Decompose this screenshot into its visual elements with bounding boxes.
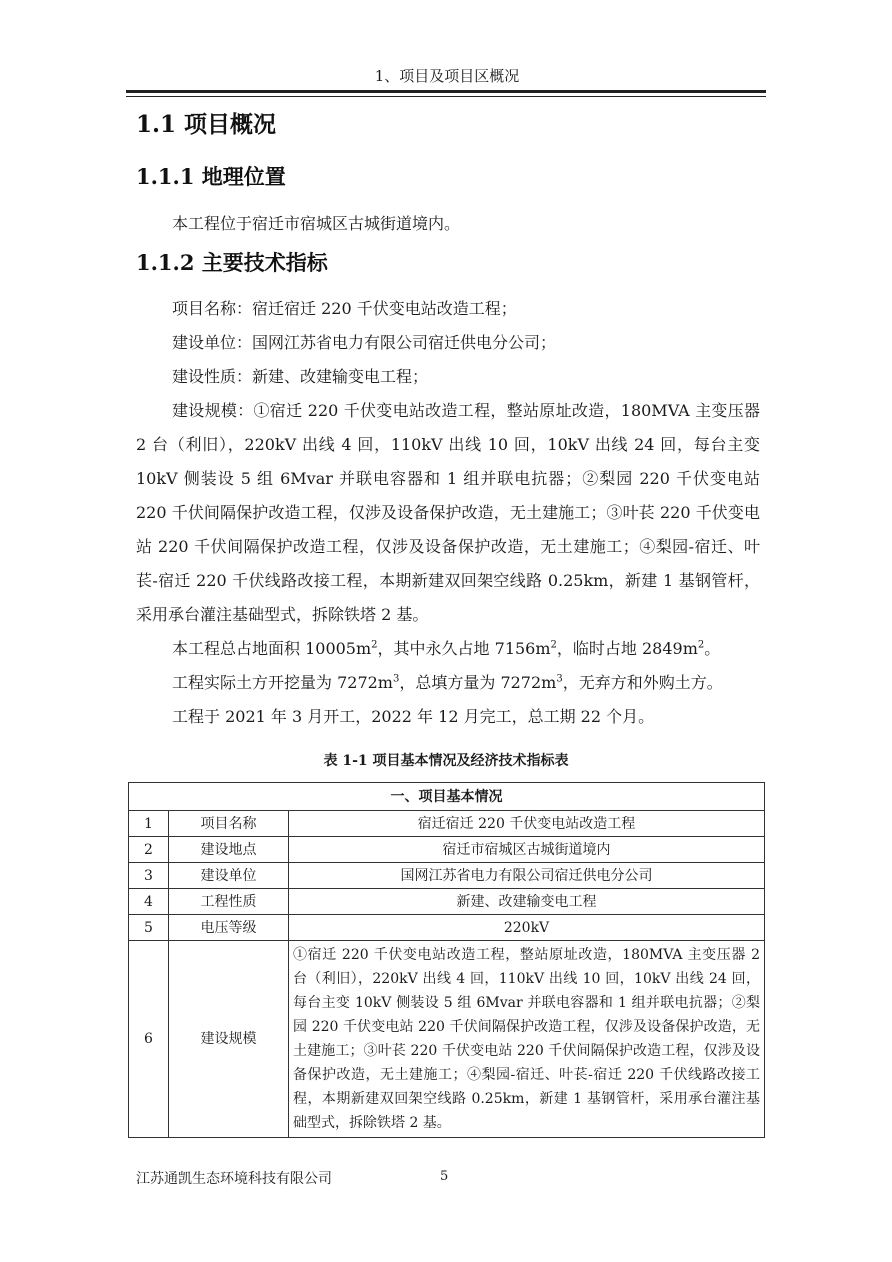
construction-nature-line: 建设性质：新建、改建输变电工程； [172,367,429,386]
table-caption: 表 1-1 项目基本情况及经济技术指标表 [323,753,569,769]
row-value: 新建、改建输变电工程 [289,889,765,915]
row-label: 电压等级 [169,915,289,941]
row-label: 建设规模 [169,941,289,1138]
table-row [129,915,765,941]
row-number: 5 [129,915,169,941]
table-row [129,941,765,1138]
table-section-row [129,783,765,811]
header-rule-thin [126,96,766,97]
row-number: 4 [129,889,169,915]
location-paragraph: 本工程位于宿迁市宿城区古城街道境内。 [172,214,461,233]
table-section-title: 一、项目基本情况 [129,783,765,811]
land-area-line: 本工程总占地面积 $10005m^2$，其中永久占地 $7156m^2$，临时占地 $2849m^2$。 [172,639,721,658]
row-value: 宿迁宿迁 220 千伏变电站改造工程 [289,811,765,837]
row-value: ①宿迁 220 千伏变电站改造工程，整站原址改造，180MVA 主变压器 2 台（利旧），220kV 出线 4 回，110kV 出线 10 回，10kV 出线 24 回，每台主变 10kV 侧装设 5 组 6Mvar 并联电容器和 1 组并联电抗器；②梨园 220 千伏变电站 220 千伏间隔保护改造工程，仅涉及设备保护改造，无土建施工；③叶苌 220 千伏变电站 220 千伏间隔保护改造工程，仅涉及设备保护改造，无土建施工；④梨园-宿迁、叶苌-宿迁 220 千伏线路改接工程，本期新建双回架空线路 0.25km，新建 1 基钢管杆，采用承台灌注基础型式，拆除铁塔 2 基。 [289,941,765,1138]
table-row [129,863,765,889]
construction-unit-line: 建设单位：国网江苏省电力有限公司宿迁供电分公司； [172,333,557,352]
row-value: 国网江苏省电力有限公司宿迁供电分公司 [289,863,765,889]
table-row [129,837,765,863]
table-row [129,889,765,915]
footer-company-name: 江苏通凯生态环境科技有限公司 [136,1171,332,1187]
section-heading-1-1: 1.1 项目概况 [136,111,277,138]
section-heading-1-1-2: 1.1.2 主要技术指标 [136,250,328,275]
construction-scale-paragraph: 建设规模：①宿迁 220 千伏变电站改造工程，整站原址改造，180MVA 主变压器 2 台（利旧），220kV 出线 4 回，110kV 出线 10 回，10kV 出线 24 回，每台主变 10kV 侧装设 5 组 6Mvar 并联电容器和 1 组并联电抗器；②梨园 220 千伏变电站 220 千伏间隔保护改造工程，仅涉及设备保护改造，无土建施工；③叶苌 220 千伏变电站 220 千伏间隔保护改造工程，仅涉及设备保护改造，无土建施工；④梨园-宿迁、叶苌-宿迁 220 千伏线路改接工程，本期新建双回架空线路 0.25km，新建 1 基钢管杆，采用承台灌注基础型式，拆除铁塔 2 基。 [136,401,760,624]
running-header-title: 1、项目及项目区概况 [374,67,520,85]
project-name-line: 项目名称：宿迁宿迁 220 千伏变电站改造工程； [172,299,517,318]
row-label: 工程性质 [169,889,289,915]
row-number: 2 [129,837,169,863]
row-value: 宿迁市宿城区古城街道境内 [289,837,765,863]
page-number: 5 [440,1169,449,1184]
earthwork-line: 工程实际土方开挖量为 $7272m^3$，总填方量为 $7272m^3$，无弃方和外购土方。 [172,673,723,692]
row-value: 220kV [289,915,765,941]
schedule-line: 工程于 2021 年 3 月开工，2022 年 12 月完工，总工期 22 个月。 [172,707,655,726]
row-label: 建设地点 [169,837,289,863]
row-label: 建设单位 [169,863,289,889]
section-heading-1-1-1: 1.1.1 地理位置 [136,164,286,189]
technical-indicators-block [136,292,760,734]
row-label: 项目名称 [169,811,289,837]
row-number: 1 [129,811,169,837]
row-number: 3 [129,863,169,889]
table-row [129,811,765,837]
header-rule-thick [126,90,766,93]
project-info-table [128,782,765,1138]
row-number: 6 [129,941,169,1138]
